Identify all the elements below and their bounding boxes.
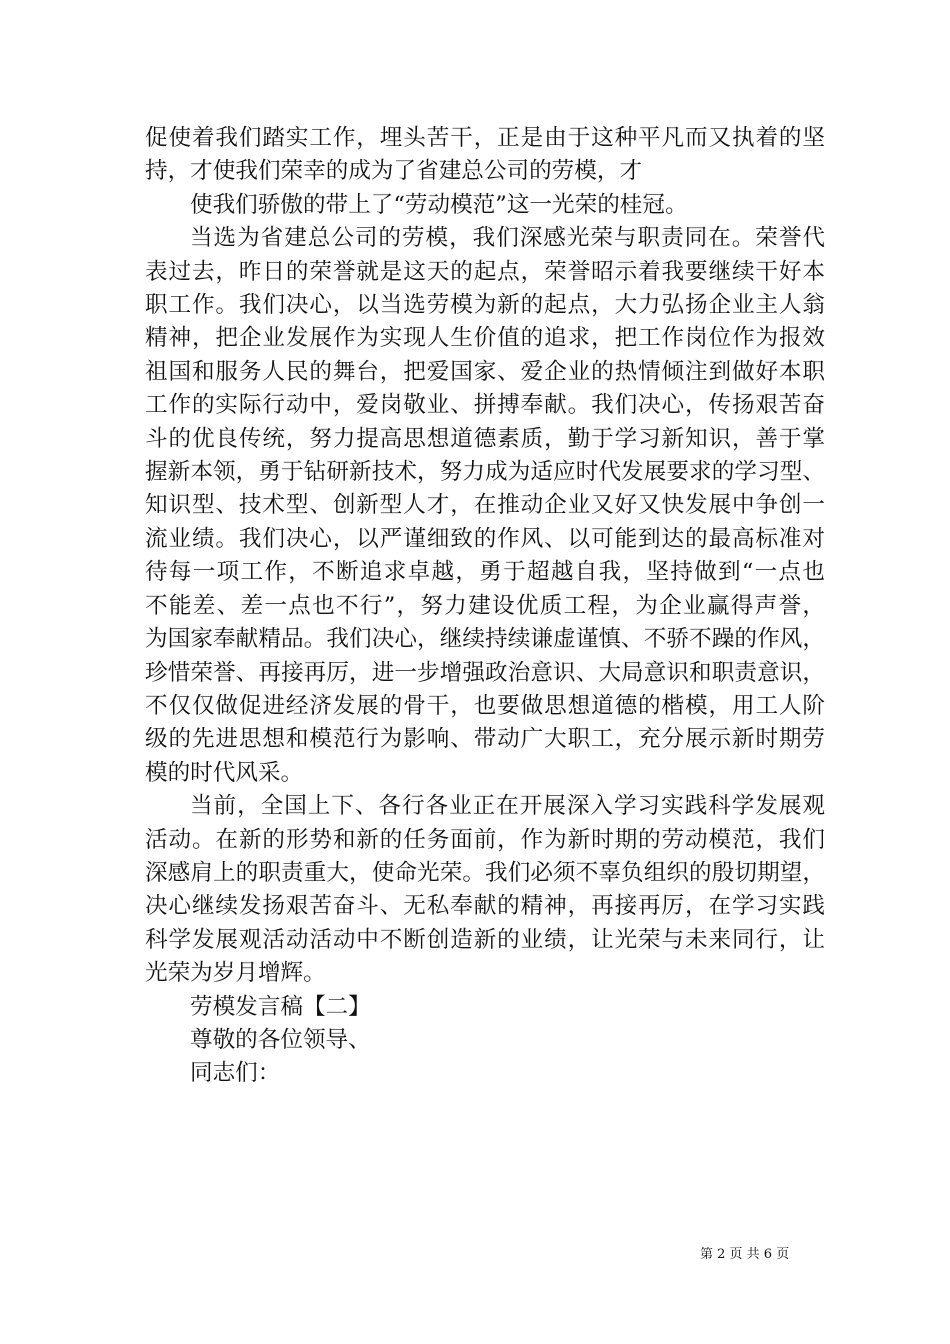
text-line: 斗的优良传统，努力提高思想道德素质，勤于学习新知识，善于掌 xyxy=(145,425,825,452)
text-line: 流业绩。我们决心，以严谨细致的作风、以可能到达的最高标准对 xyxy=(145,525,825,552)
page-number: 第 2 页 共 6 页 xyxy=(700,1247,790,1262)
text-line: 级的先进思想和模范行为影响、带动广大职工，充分展示新时期劳 xyxy=(145,726,825,753)
text-line: 模的时代风采。 xyxy=(145,759,304,786)
text-line: 持，才使我们荣幸的成为了省建总公司的劳模，才 xyxy=(145,158,643,185)
text-line: 不能差、差一点也不行”，努力建设优质工程，为企业赢得声誉， xyxy=(145,592,825,619)
text-line: 同志们： xyxy=(190,1060,281,1087)
text-line: 为国家奉献精品。我们决心，继续持续谦虚谨慎、不骄不躁的作风， xyxy=(145,626,825,653)
text-line: 深感肩上的职责重大，使命光荣。我们必须不辜负组织的殷切期望， xyxy=(145,859,825,886)
text-line: 珍惜荣誉、再接再厉，进一步增强政治意识、大局意识和职责意识， xyxy=(145,659,825,686)
text-line: 表过去，昨日的荣誉就是这天的起点，荣誉昭示着我要继续干好本 xyxy=(145,258,825,285)
text-line: 使我们骄傲的带上了“劳动模范”这一光荣的桂冠。 xyxy=(190,191,688,218)
text-line: 尊敬的各位领导、 xyxy=(190,1026,371,1053)
text-line: 握新本领，勇于钻研新技术，努力成为适应时代发展要求的学习型、 xyxy=(145,459,825,486)
text-line: 科学发展观活动活动中不断创造新的业绩，让光荣与未来同行，让 xyxy=(145,926,825,953)
text-line: 光荣为岁月增辉。 xyxy=(145,960,326,987)
text-line: 活动。在新的形势和新的任务面前，作为新时期的劳动模范，我们 xyxy=(145,826,825,853)
text-line: 决心继续发扬艰苦奋斗、无私奉献的精神，再接再厉，在学习实践 xyxy=(145,893,825,920)
text-line: 待每一项工作，不断追求卓越，勇于超越自我，坚持做到“一点也 xyxy=(145,559,825,586)
text-line: 精神，把企业发展作为实现人生价值的追求，把工作岗位作为报效 xyxy=(145,325,825,352)
text-line: 促使着我们踏实工作，埋头苦干，正是由于这种平凡而又执着的坚 xyxy=(145,125,825,151)
text-line: 工作的实际行动中，爱岗敬业、拼搏奉献。我们决心，传扬艰苦奋 xyxy=(145,392,825,419)
text-line: 知识型、技术型、创新型人才，在推动企业又好又快发展中争创一 xyxy=(145,492,825,519)
text-line: 祖国和服务人民的舞台，把爱国家、爱企业的热情倾注到做好本职 xyxy=(145,358,825,385)
text-line: 不仅仅做促进经济发展的骨干，也要做思想道德的楷模，用工人阶 xyxy=(145,692,825,719)
text-line: 当选为省建总公司的劳模，我们深感光荣与职责同在。荣誉代 xyxy=(190,225,825,252)
text-line: 当前，全国上下、各行各业正在开展深入学习实践科学发展观 xyxy=(190,793,825,820)
text-line: 劳模发言稿【二】 xyxy=(190,993,371,1020)
text-line: 职工作。我们决心，以当选劳模为新的起点，大力弘扬企业主人翁 xyxy=(145,292,825,319)
document-body xyxy=(145,122,825,1091)
